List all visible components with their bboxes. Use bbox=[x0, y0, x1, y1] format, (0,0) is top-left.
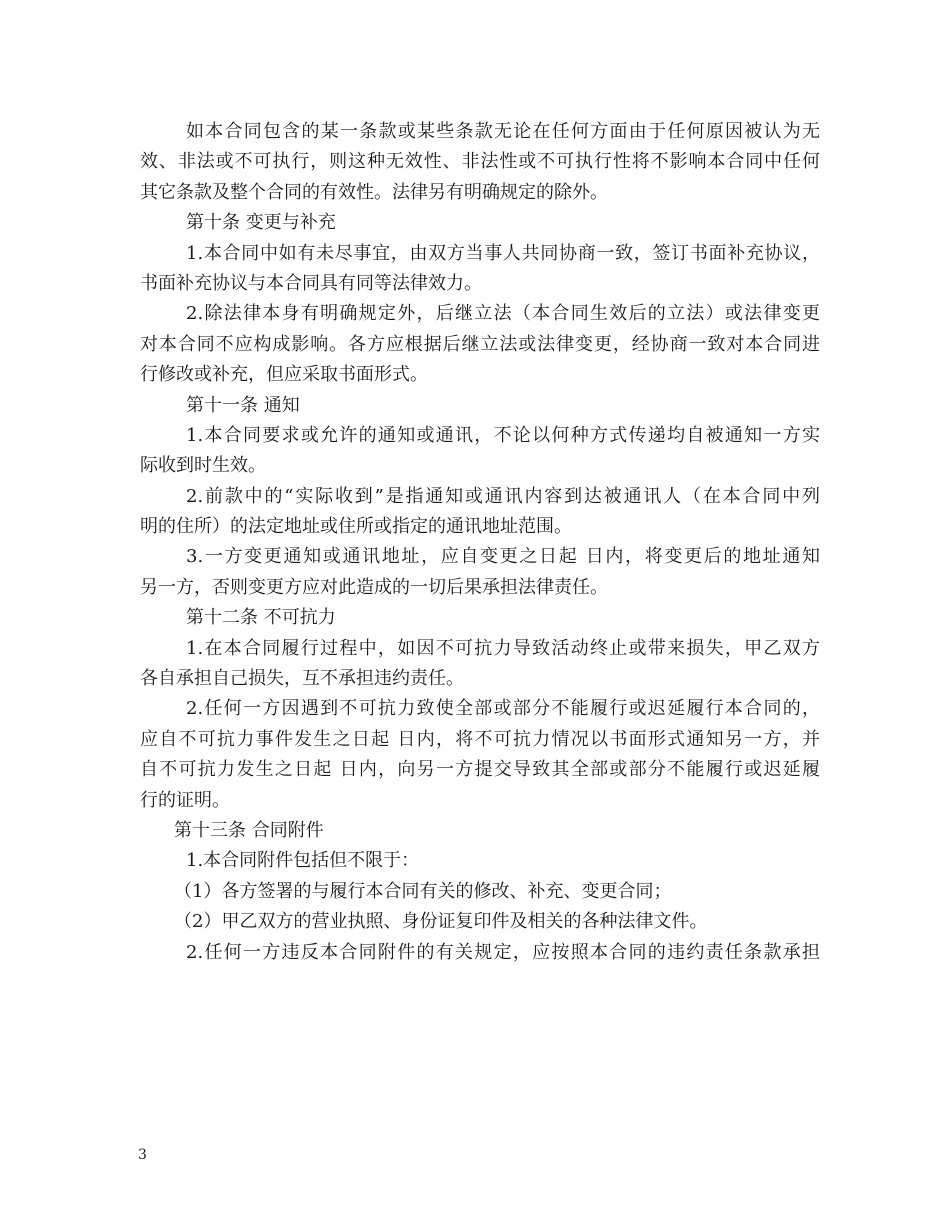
article-heading: 第十三条 合同附件 bbox=[174, 819, 324, 841]
paragraph-line: 2.前款中的“实际收到”是指通知或通讯内容到达被通讯人（在本合同中列 bbox=[186, 485, 820, 507]
paragraph-line: 1.在本合同履行过程中，如因不可抗力导致活动终止或带来损失，甲乙双方 bbox=[186, 637, 820, 659]
page-number: 3 bbox=[138, 1147, 147, 1163]
list-item: （2）甲乙双方的营业执照、身份证复印件及相关的各种法律文件。 bbox=[174, 911, 708, 933]
paragraph-line: 效、非法或不可执行，则这种无效性、非法性或不可执行性将不影响本合同中任何 bbox=[140, 151, 820, 173]
paragraph-line: 明的住所）的法定地址或住所或指定的通讯地址范围。 bbox=[140, 516, 572, 538]
paragraph-line: 应自不可抗力事件发生之日起 日内，将不可抗力情况以书面形式通知另一方，并 bbox=[140, 728, 820, 750]
paragraph-line: 对本合同不应构成影响。各方应根据后继立法或法律变更，经协商一致对本合同进 bbox=[140, 333, 820, 355]
article-heading: 第十条 变更与补充 bbox=[186, 212, 336, 234]
paragraph-line: 书面补充协议与本合同具有同等法律效力。 bbox=[140, 272, 482, 294]
paragraph-line: 际收到时生效。 bbox=[140, 455, 266, 477]
list-item: （1）各方签署的与履行本合同有关的修改、补充、变更合同； bbox=[174, 880, 672, 902]
paragraph-line: 1.本合同中如有未尽事宜，由双方当事人共同协商一致，签订书面补充协议， bbox=[186, 242, 820, 264]
document-body bbox=[140, 117, 820, 968]
paragraph-line: 其它条款及整个合同的有效性。法律另有明确规定的除外。 bbox=[140, 181, 608, 203]
paragraph-line: 行的证明。 bbox=[140, 789, 230, 811]
paragraph-line: 自不可抗力发生之日起 日内，向另一方提交导致其全部或部分不能履行或迟延履 bbox=[140, 759, 820, 781]
paragraph-line: 行修改或补充，但应采取书面形式。 bbox=[140, 364, 428, 386]
paragraph-line: 1.本合同要求或允许的通知或通讯，不论以何种方式传递均自被通知一方实 bbox=[186, 424, 820, 446]
paragraph-line: 2.任何一方违反本合同附件的有关规定，应按照本合同的违约责任条款承担 bbox=[186, 941, 820, 963]
paragraph-line: 2.除法律本身有明确规定外，后继立法（本合同生效后的立法）或法律变更 bbox=[186, 303, 820, 325]
paragraph-line: 另一方，否则变更方应对此造成的一切后果承担法律责任。 bbox=[140, 576, 608, 598]
paragraph-line: 2.任何一方因遇到不可抗力致使全部或部分不能履行或迟延履行本合同的， bbox=[186, 698, 820, 720]
paragraph-line: 如本合同包含的某一条款或某些条款无论在任何方面由于任何原因被认为无 bbox=[186, 121, 820, 142]
paragraph-line: 1.本合同附件包括但不限于： bbox=[186, 850, 420, 872]
article-heading: 第十一条 通知 bbox=[186, 394, 300, 416]
article-heading: 第十二条 不可抗力 bbox=[186, 607, 336, 629]
paragraph-line: 3.一方变更通知或通讯地址，应自变更之日起 日内，将变更后的地址通知 bbox=[186, 546, 820, 568]
paragraph-line: 各自承担自己损失，互不承担违约责任。 bbox=[140, 668, 464, 690]
